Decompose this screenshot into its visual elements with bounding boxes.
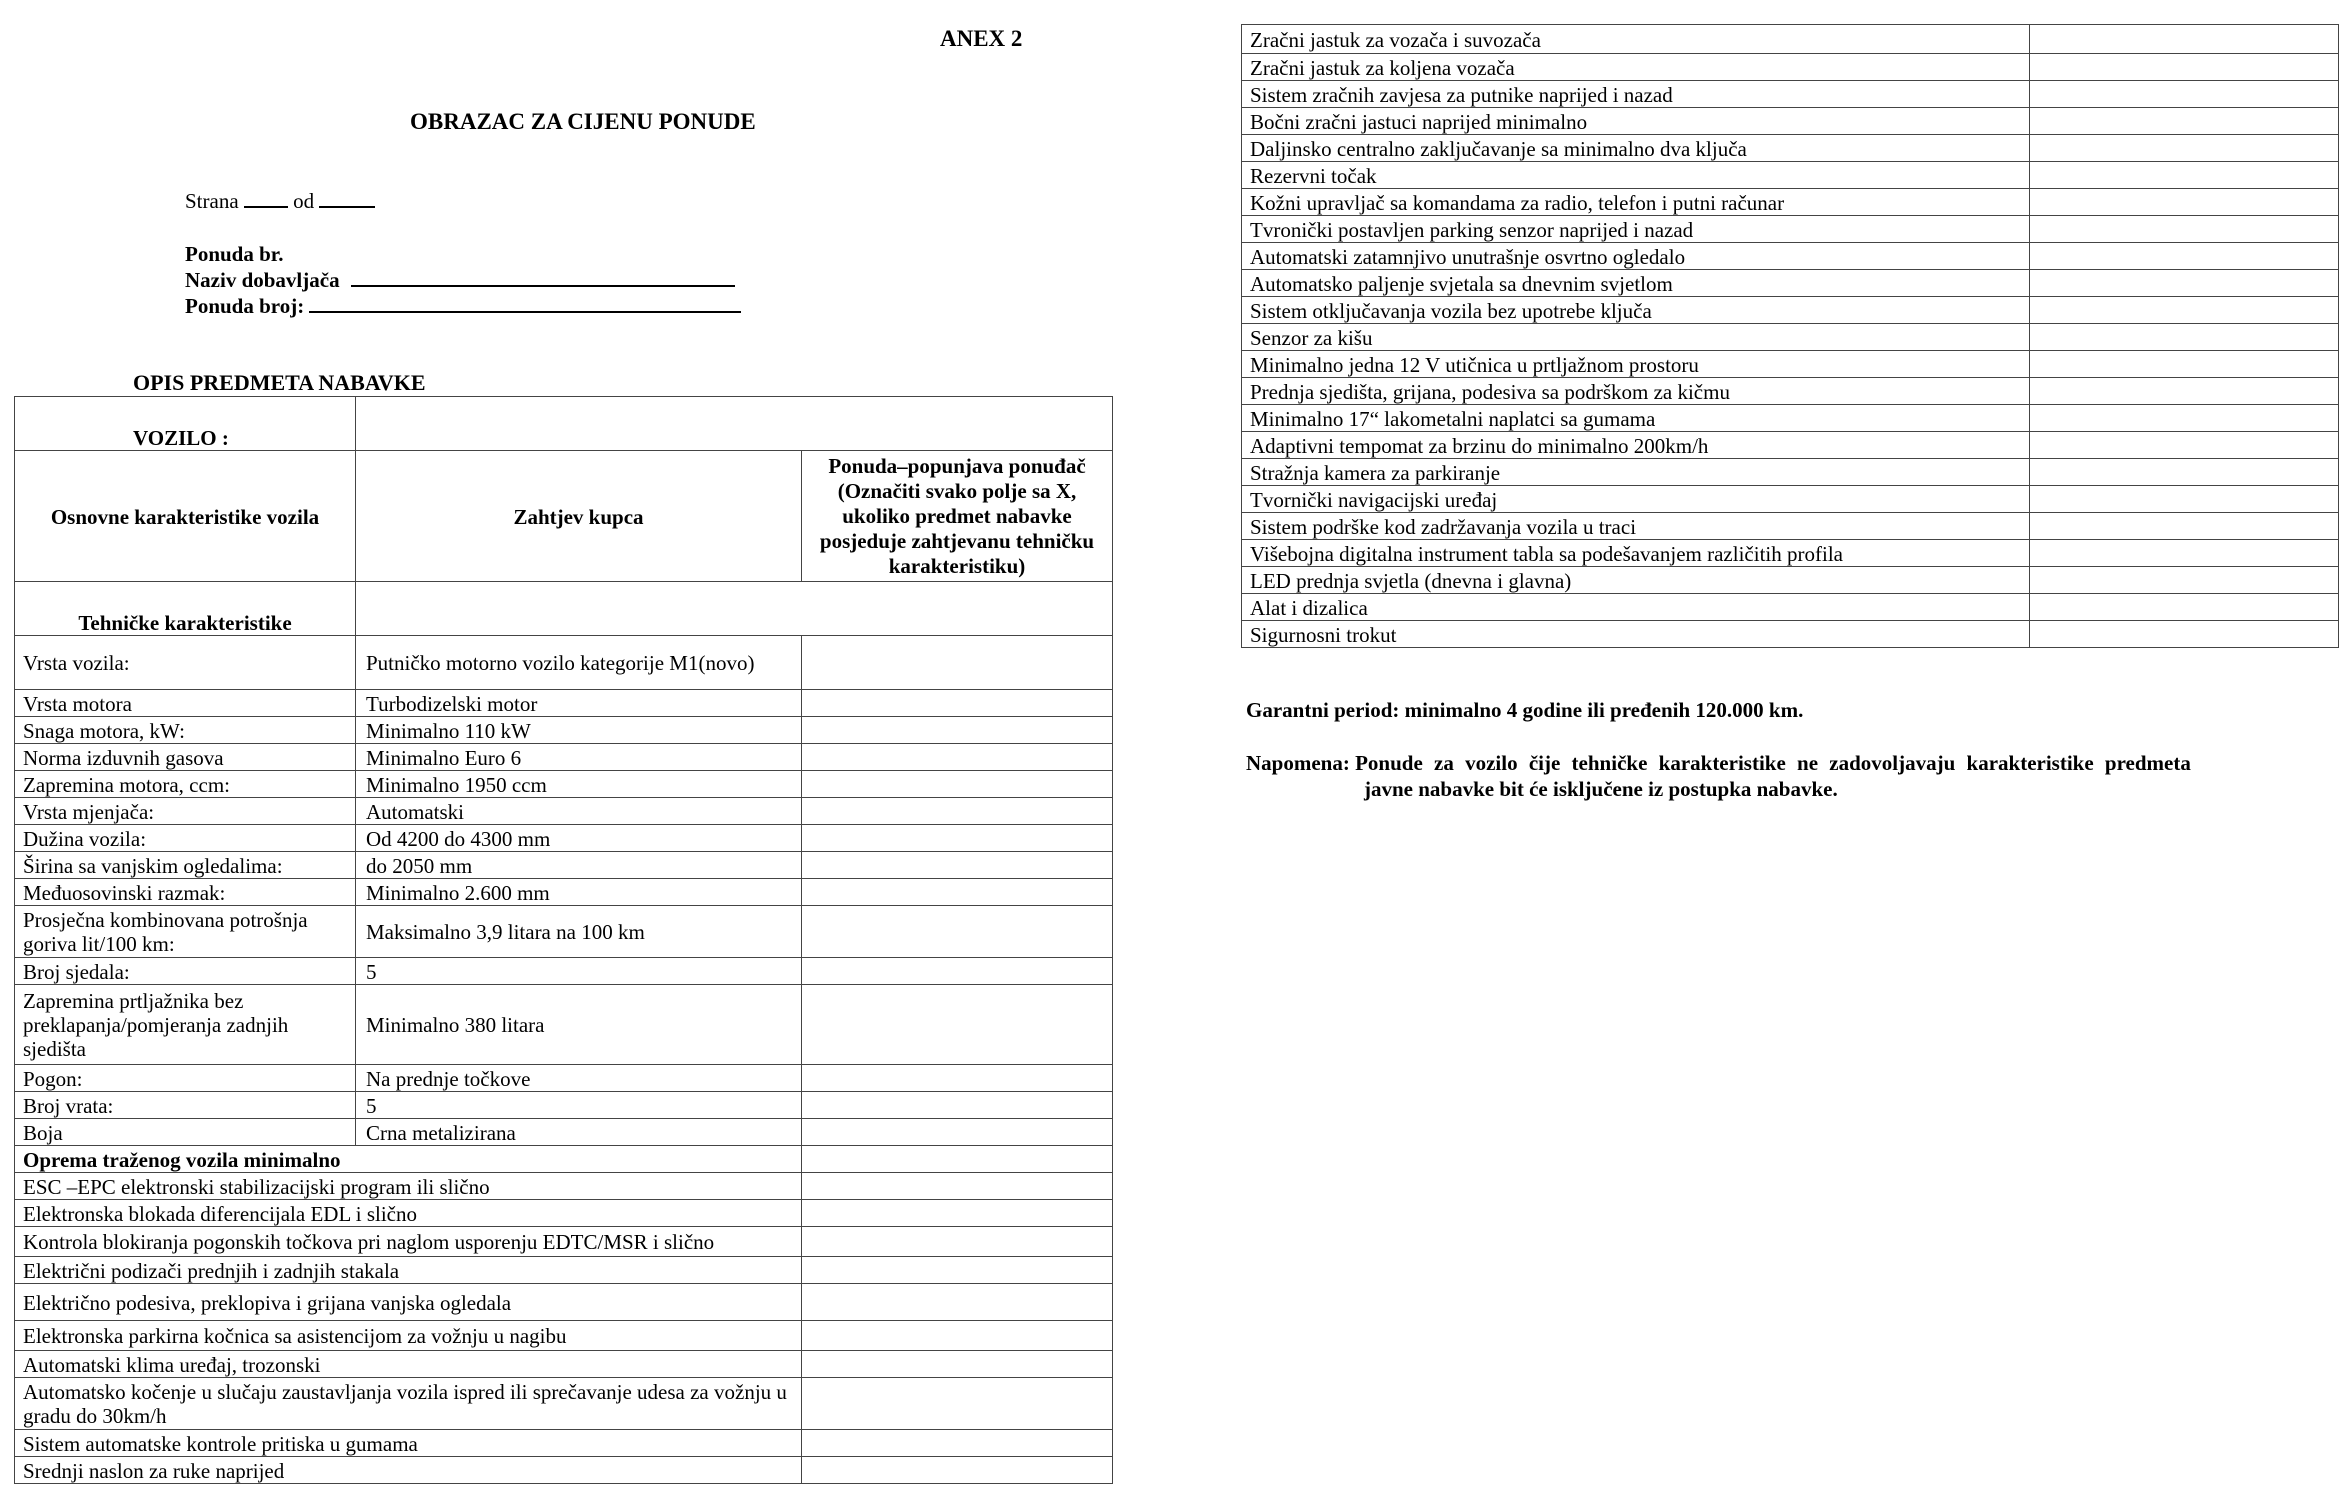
equipment-item: Alat i dizalica <box>1242 594 2030 621</box>
spec-row <box>15 1119 1113 1146</box>
equipment-item: LED prednja svjetla (dnevna i glavna) <box>1242 567 2030 594</box>
equipment-item: Zračni jastuk za koljena vozača <box>1242 54 2030 81</box>
spec-name: Prosječna kombinovana potrošnja goriva lit/100 km: <box>15 906 356 958</box>
equipment-item: Srednji naslon za ruke naprijed <box>15 1457 802 1484</box>
equipment-row <box>1242 54 2339 81</box>
equipment-row <box>1242 270 2339 297</box>
remark-line-1 <box>1246 750 2191 777</box>
equipment-row <box>1242 81 2339 108</box>
equipment-row <box>1242 297 2339 324</box>
equipment-row <box>1242 621 2339 648</box>
page-line <box>185 188 375 214</box>
offer-cell[interactable] <box>802 1173 1113 1200</box>
equipment-row <box>1242 513 2339 540</box>
equipment-item: Senzor za kišu <box>1242 324 2030 351</box>
remark-line-2: javne nabavke bit će isključene iz postupka nabavke. <box>1364 777 1838 801</box>
offer-cell[interactable] <box>802 798 1113 825</box>
spec-requirement: do 2050 mm <box>356 852 802 879</box>
offer-cell[interactable] <box>2030 459 2339 486</box>
spec-row <box>15 825 1113 852</box>
page-label: Strana <box>185 189 239 213</box>
equipment-row <box>1242 243 2339 270</box>
offer-cell[interactable] <box>2030 297 2339 324</box>
equipment-item: Rezervni točak <box>1242 162 2030 189</box>
offer-cell[interactable] <box>802 771 1113 798</box>
spec-requirement: Od 4200 do 4300 mm <box>356 825 802 852</box>
tech-label: Tehničke karakteristike <box>15 582 356 636</box>
equipment-item: Električni podizači prednjih i zadnjih stakala <box>15 1257 802 1284</box>
equipment-item: Daljinsko centralno zaključavanje sa minimalno dva ključa <box>1242 135 2030 162</box>
spec-name: Vrsta motora <box>15 690 356 717</box>
subject-label: OPIS PREDMETA NABAVKE <box>133 370 426 395</box>
equipment-row <box>1242 108 2339 135</box>
offer-number-label: Ponuda broj: <box>185 294 305 318</box>
offer-cell[interactable] <box>2030 243 2339 270</box>
spec-row <box>15 985 1113 1065</box>
spec-row <box>15 852 1113 879</box>
equipment-row <box>1242 486 2339 513</box>
equipment-row <box>1242 432 2339 459</box>
equipment-label: Oprema traženog vozila minimalno <box>15 1146 802 1173</box>
offer-cell[interactable] <box>802 744 1113 771</box>
equipment-item: Minimalno 17“ lakometalni naplatci sa gumama <box>1242 405 2030 432</box>
offer-cell[interactable] <box>2030 513 2339 540</box>
spec-name: Širina sa vanjskim ogledalima: <box>15 852 356 879</box>
offer-cell[interactable] <box>802 906 1113 958</box>
offer-cell[interactable] <box>2030 108 2339 135</box>
equipment-row <box>1242 216 2339 243</box>
spec-requirement: Na prednje točkove <box>356 1065 802 1092</box>
equipment-item: Tvornički navigacijski uređaj <box>1242 486 2030 513</box>
offer-cell[interactable] <box>802 1430 1113 1457</box>
equipment-row <box>1242 378 2339 405</box>
offer-cell[interactable] <box>802 1351 1113 1378</box>
remark-text-1: Ponude za vozilo čije tehničke karakteristike ne zadovoljavaju karakteristike predmeta <box>1355 751 2191 775</box>
equipment-row <box>15 1284 1113 1321</box>
offer-cell[interactable] <box>2030 567 2339 594</box>
spec-name: Broj vrata: <box>15 1092 356 1119</box>
offer-cell[interactable] <box>2030 432 2339 459</box>
offer-cell[interactable] <box>802 1284 1113 1321</box>
equipment-row <box>1242 459 2339 486</box>
equipment-row <box>1242 540 2339 567</box>
spec-row <box>15 771 1113 798</box>
offer-cell[interactable] <box>802 690 1113 717</box>
offer-cell[interactable] <box>802 1200 1113 1227</box>
equipment-row <box>1242 405 2339 432</box>
spec-requirement: Putničko motorno vozilo kategorije M1(novo) <box>356 636 802 690</box>
spec-requirement: Minimalno 380 litara <box>356 985 802 1065</box>
offer-cell[interactable] <box>802 1378 1113 1430</box>
spec-row <box>15 798 1113 825</box>
equipment-row <box>1242 351 2339 378</box>
equipment-item: Električno podesiva, preklopiva i grijana vanjska ogledala <box>15 1284 802 1321</box>
equipment-item: Kožni upravljač sa komandama za radio, telefon i putni računar <box>1242 189 2030 216</box>
equipment-row <box>15 1200 1113 1227</box>
equipment-item: Sistem automatske kontrole pritiska u gumama <box>15 1430 802 1457</box>
offer-cell[interactable] <box>2030 405 2339 432</box>
equipment-row <box>15 1227 1113 1257</box>
spec-requirement: Minimalno 2.600 mm <box>356 879 802 906</box>
offer-cell[interactable] <box>2030 135 2339 162</box>
offer-cell[interactable] <box>2030 378 2339 405</box>
page-sep: od <box>293 189 315 213</box>
offer-cell[interactable] <box>802 717 1113 744</box>
equipment-row <box>15 1378 1113 1430</box>
offer-cell[interactable] <box>2030 25 2339 54</box>
equipment-item: Bočni zračni jastuci naprijed minimalno <box>1242 108 2030 135</box>
offer-cell[interactable] <box>2030 324 2339 351</box>
tech-label-blank <box>356 582 1113 636</box>
offer-cell[interactable] <box>802 825 1113 852</box>
offer-cell[interactable] <box>802 1092 1113 1119</box>
spec-name: Zapremina motora, ccm: <box>15 771 356 798</box>
equipment-row <box>1242 324 2339 351</box>
offer-no-label: Ponuda br. <box>185 242 284 266</box>
supplier-label: Naziv dobavljača <box>185 268 340 292</box>
offer-cell[interactable] <box>802 985 1113 1065</box>
offer-cell[interactable] <box>2030 162 2339 189</box>
spec-row <box>15 958 1113 985</box>
spec-requirement: Automatski <box>356 798 802 825</box>
spec-row <box>15 1092 1113 1119</box>
equipment-row <box>15 1457 1113 1484</box>
equipment-row <box>1242 567 2339 594</box>
equipment-row <box>1242 25 2339 54</box>
offer-cell[interactable] <box>2030 594 2339 621</box>
offer-cell[interactable] <box>2030 189 2339 216</box>
spec-name: Norma izduvnih gasova <box>15 744 356 771</box>
offer-cell[interactable] <box>2030 540 2339 567</box>
equipment-item: Automatski zatamnjivo unutrašnje osvrtno ogledalo <box>1242 243 2030 270</box>
vehicle-label: VOZILO : <box>15 397 356 451</box>
offer-cell[interactable] <box>802 1227 1113 1257</box>
offer-cell[interactable] <box>802 879 1113 906</box>
offer-cell[interactable] <box>2030 621 2339 648</box>
spec-requirement: 5 <box>356 958 802 985</box>
anex-label: ANEX 2 <box>940 26 1023 51</box>
offer-cell[interactable] <box>802 1257 1113 1284</box>
equipment-item: Višebojna digitalna instrument tabla sa podešavanjem različitih profila <box>1242 540 2030 567</box>
equipment-table-continued <box>1241 24 2339 648</box>
offer-cell[interactable] <box>2030 270 2339 297</box>
equipment-row <box>1242 135 2339 162</box>
equipment-item: Sigurnosni trokut <box>1242 621 2030 648</box>
spec-requirement: Minimalno 110 kW <box>356 717 802 744</box>
col-header-offer: Ponuda–popunjava ponuđač (Označiti svako polje sa X, ukoliko predmet nabavke posjeduje zahtjevanu tehničku karakteristiku) <box>802 451 1113 582</box>
offer-cell[interactable] <box>802 1457 1113 1484</box>
equipment-item: Adaptivni tempomat za brzinu do minimalno 200km/h <box>1242 432 2030 459</box>
equipment-item: Stražnja kamera za parkiranje <box>1242 459 2030 486</box>
spec-name: Vrsta vozila: <box>15 636 356 690</box>
spec-name: Snaga motora, kW: <box>15 717 356 744</box>
equipment-row <box>1242 594 2339 621</box>
spec-name: Vrsta mjenjača: <box>15 798 356 825</box>
offer-cell[interactable] <box>802 636 1113 690</box>
spec-name: Zapremina prtljažnika bez preklapanja/pomjeranja zadnjih sjedišta <box>15 985 356 1065</box>
spec-name: Međuosovinski razmak: <box>15 879 356 906</box>
spec-name: Pogon: <box>15 1065 356 1092</box>
offer-cell[interactable] <box>802 1146 1113 1173</box>
offer-cell[interactable] <box>802 1119 1113 1146</box>
equipment-item: Tvronički postavljen parking senzor naprijed i nazad <box>1242 216 2030 243</box>
equipment-row <box>15 1321 1113 1351</box>
col-header-requirement: Zahtjev kupca <box>356 451 802 582</box>
spec-requirement: 5 <box>356 1092 802 1119</box>
offer-cell[interactable] <box>2030 54 2339 81</box>
page-number-field[interactable] <box>244 206 288 208</box>
equipment-item: Zračni jastuk za vozača i suvozača <box>1242 25 2030 54</box>
spec-row <box>15 717 1113 744</box>
equipment-row <box>15 1173 1113 1200</box>
equipment-item: Minimalno jedna 12 V utičnica u prtljažnom prostoru <box>1242 351 2030 378</box>
spec-row <box>15 1065 1113 1092</box>
spec-row <box>15 879 1113 906</box>
remark-label: Napomena: <box>1246 751 1350 775</box>
spec-name: Broj sjedala: <box>15 958 356 985</box>
equipment-row <box>15 1351 1113 1378</box>
equipment-item: Elektronska parkirna kočnica sa asistencijom za vožnju u nagibu <box>15 1321 802 1351</box>
form-title: OBRAZAC ZA CIJENU PONUDE <box>410 109 756 134</box>
spec-row <box>15 690 1113 717</box>
spec-row <box>15 636 1113 690</box>
vehicle-spec-table <box>14 396 1113 1484</box>
equipment-item: Sistem zračnih zavjesa za putnike naprijed i nazad <box>1242 81 2030 108</box>
spec-requirement: Minimalno Euro 6 <box>356 744 802 771</box>
equipment-row <box>1242 189 2339 216</box>
spec-requirement: Maksimalno 3,9 litara na 100 km <box>356 906 802 958</box>
spec-row <box>15 906 1113 958</box>
equipment-row <box>15 1430 1113 1457</box>
offer-cell[interactable] <box>802 852 1113 879</box>
vehicle-label-blank <box>356 397 1113 451</box>
offer-number-field[interactable] <box>309 311 741 313</box>
equipment-item: Automatsko paljenje svjetala sa dnevnim svjetlom <box>1242 270 2030 297</box>
page-total-field[interactable] <box>319 206 375 208</box>
offer-cell[interactable] <box>2030 486 2339 513</box>
equipment-item: Prednja sjedišta, grijana, podesiva sa podrškom za kičmu <box>1242 378 2030 405</box>
equipment-item: Automatski klima uređaj, trozonski <box>15 1351 802 1378</box>
warranty-note: Garantni period: minimalno 4 godine ili pređenih 120.000 km. <box>1246 698 1804 722</box>
equipment-row <box>1242 162 2339 189</box>
offer-cell[interactable] <box>802 958 1113 985</box>
spec-name: Boja <box>15 1119 356 1146</box>
offer-cell[interactable] <box>2030 216 2339 243</box>
equipment-item: Sistem otključavanja vozila bez upotrebe ključa <box>1242 297 2030 324</box>
col-header-characteristics: Osnovne karakteristike vozila <box>15 451 356 582</box>
offer-cell[interactable] <box>2030 351 2339 378</box>
equipment-item: ESC –EPC elektronski stabilizacijski program ili slično <box>15 1173 802 1200</box>
offer-cell[interactable] <box>802 1065 1113 1092</box>
offer-cell[interactable] <box>2030 81 2339 108</box>
spec-requirement: Turbodizelski motor <box>356 690 802 717</box>
offer-cell[interactable] <box>802 1321 1113 1351</box>
spec-row <box>15 744 1113 771</box>
spec-requirement: Minimalno 1950 ccm <box>356 771 802 798</box>
spec-requirement: Crna metalizirana <box>356 1119 802 1146</box>
equipment-item: Elektronska blokada diferencijala EDL i slično <box>15 1200 802 1227</box>
equipment-row <box>15 1257 1113 1284</box>
equipment-item: Kontrola blokiranja pogonskih točkova pri naglom usporenju EDTC/MSR i slično <box>15 1227 802 1257</box>
equipment-item: Automatsko kočenje u slučaju zaustavljanja vozila ispred ili sprečavanje udesa za vožnju u gradu do 30km/h <box>15 1378 802 1430</box>
offer-number-line <box>185 293 741 319</box>
supplier-field[interactable] <box>351 285 735 287</box>
spec-name: Dužina vozila: <box>15 825 356 852</box>
supplier-line <box>185 267 735 293</box>
equipment-item: Sistem podrške kod zadržavanja vozila u traci <box>1242 513 2030 540</box>
